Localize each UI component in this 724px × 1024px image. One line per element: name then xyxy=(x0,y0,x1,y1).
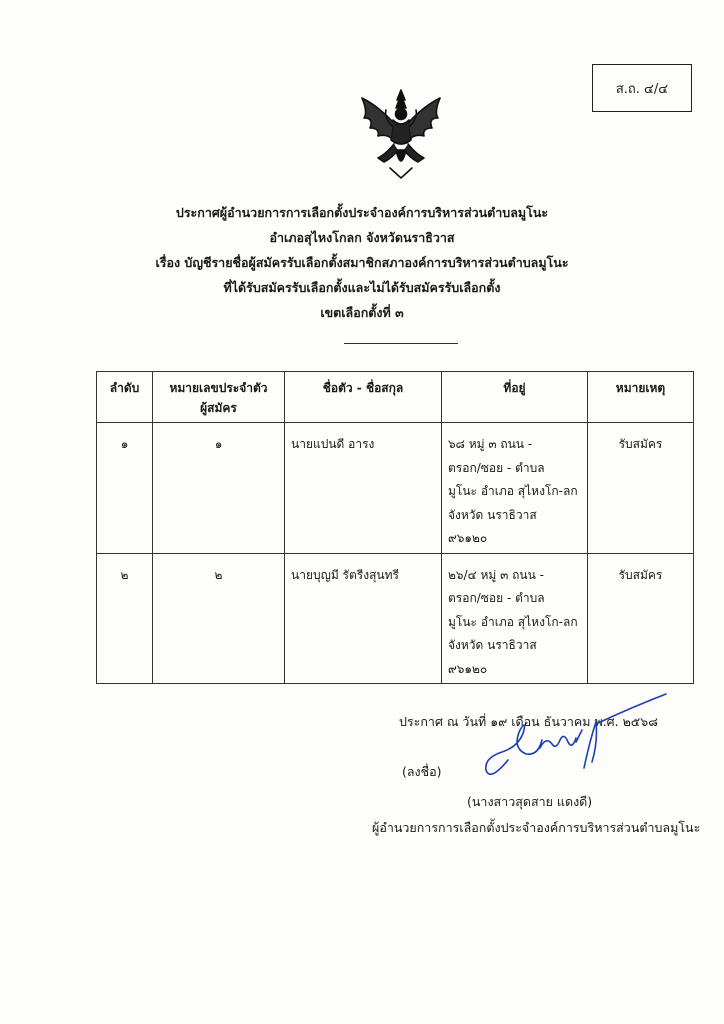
sign-label: (ลงชื่อ) xyxy=(402,764,442,779)
header-number xyxy=(153,372,285,423)
address-line: ๙๖๑๒๐ xyxy=(448,661,488,676)
address-line: จังหวัด นราธิวาส xyxy=(448,507,537,522)
cell-address xyxy=(442,553,588,684)
address-line: ตรอก/ซอย - ตำบล xyxy=(448,591,545,605)
header-address: ที่อยู่ xyxy=(442,372,588,423)
heading-divider xyxy=(344,343,458,344)
cell-number: ๑ xyxy=(153,423,285,554)
signer-title: ผู้อำนวยการการเลือกตั้งประจำองค์การบริหารส่วนตำบลมูโนะ xyxy=(372,820,701,835)
cell-number: ๒ xyxy=(153,553,285,684)
cell-address xyxy=(442,423,588,554)
form-code-box xyxy=(592,64,692,112)
table-row xyxy=(97,423,694,554)
cell-order: ๑ xyxy=(97,423,153,554)
header-note: หมายเหตุ xyxy=(588,372,694,423)
table-row xyxy=(97,553,694,684)
garuda-emblem-icon xyxy=(356,88,446,180)
table-header-row xyxy=(97,372,694,423)
form-code: ส.ถ. ๔/๔ xyxy=(615,81,669,97)
cell-name: นายบุญมี รัตรีงสุนทรี xyxy=(285,553,442,684)
address-line: จังหวัด นราธิวาส xyxy=(448,638,537,652)
header-number-line2: ผู้สมัคร xyxy=(200,401,237,415)
signature-icon xyxy=(480,690,680,790)
address-line: มูโนะ อำเภอ สุไหงโก-ลก xyxy=(448,614,578,629)
heading-line-2: อำเภอสุไหงโกลก จังหวัดนราธิวาส xyxy=(269,230,455,245)
cell-name: นายแปนดี อารง xyxy=(285,423,442,554)
heading-line-4: ที่ได้รับสมัครรับเลือกตั้งและไม่ได้รับสมัครรับเลือกตั้ง xyxy=(223,280,501,295)
heading-line-1: ประกาศผู้อำนวยการการเลือกตั้งประจำองค์การบริหารส่วนตำบลมูโนะ xyxy=(175,205,549,220)
heading-line-5: เขตเลือกตั้งที่ ๓ xyxy=(320,305,404,320)
candidate-table xyxy=(96,371,694,684)
announcement-date: ประกาศ ณ วันที่ ๑๙ เดือน ธันวาคม พ.ศ. ๒๕๖๘ xyxy=(399,714,658,729)
address-line: ๒๖/๔ หมู่ ๓ ถนน - xyxy=(448,567,544,582)
signer-name: (นางสาวสุดสาย แดงดี) xyxy=(467,794,593,809)
cell-note: รับสมัคร xyxy=(588,423,694,554)
header-name: ชื่อตัว - ชื่อสกุล xyxy=(285,372,442,423)
address-line: ตรอก/ซอย - ตำบล xyxy=(448,460,545,475)
cell-note: รับสมัคร xyxy=(588,553,694,684)
address-line: ๙๖๑๒๐ xyxy=(448,531,488,545)
header-number-line1: หมายเลขประจำตัว xyxy=(169,381,268,395)
heading-line-3: เรื่อง บัญชีรายชื่อผู้สมัครรับเลือกตั้งสมาชิกสภาองค์การบริหารส่วนตำบลมูโนะ xyxy=(155,255,569,270)
address-line: มูโนะ อำเภอ สุไหงโก-ลก xyxy=(448,484,578,498)
address-line: ๖๘ หมู่ ๓ ถนน - xyxy=(448,437,533,451)
header-order: ลำดับ xyxy=(97,372,153,423)
cell-order: ๒ xyxy=(97,553,153,684)
